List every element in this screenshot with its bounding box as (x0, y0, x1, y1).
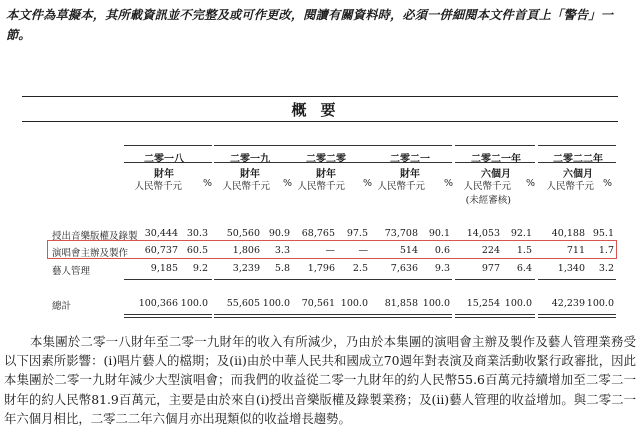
col-header-year: 二零二二年 (553, 154, 603, 165)
table-cell-amount: 9,185 (150, 263, 178, 274)
table-cell-pct: 97.5 (346, 228, 368, 239)
table-cell-amount: 81,858 (384, 298, 418, 309)
col-underline (372, 145, 452, 146)
table-cell-pct: — (358, 245, 368, 256)
col-header-period: 六個月 (481, 169, 511, 180)
col-header-unit: 人民幣千元 (297, 181, 345, 192)
table-cell-amount: 514 (399, 245, 418, 256)
col-header-unit: 人民幣千元 (377, 181, 425, 192)
col-underline (124, 145, 212, 146)
table-cell-amount: 60,737 (144, 245, 178, 256)
title-rule-top (22, 96, 618, 97)
row-label: 演唱會主辦及製作 (52, 248, 129, 259)
col-header-year: 二零一八 (144, 154, 184, 165)
table-cell-pct: 60.5 (186, 245, 208, 256)
col-header-year: 二零二零 (306, 154, 346, 165)
col-header-year: 二零一九 (230, 154, 270, 165)
table-cell-pct: 100.0 (504, 298, 532, 309)
table-cell-amount: 100,366 (138, 298, 178, 309)
col-underline (538, 162, 616, 163)
table-cell-pct: 100.0 (262, 298, 290, 309)
table-cell-amount: 68,765 (301, 228, 335, 239)
total-line (455, 317, 535, 318)
table-cell-amount: 7,636 (390, 263, 418, 274)
table-cell-pct: 9.2 (192, 263, 208, 274)
col-header-pct: % (603, 178, 613, 189)
col-header-pct: % (203, 178, 213, 189)
table-cell-pct: 0.6 (434, 245, 450, 256)
total-line (372, 314, 452, 315)
table-cell-amount: 1,340 (557, 263, 585, 274)
table-cell-pct: 9.3 (434, 263, 450, 274)
table-cell-amount: 42,239 (551, 298, 585, 309)
col-header-pct: % (283, 178, 293, 189)
table-cell-amount: 30,444 (144, 228, 178, 239)
total-line (372, 317, 452, 318)
col-header-period: 財年 (154, 169, 174, 180)
table-cell-pct: 95.1 (592, 228, 614, 239)
total-line (538, 314, 616, 315)
col-header-unit: 人民幣千元 (463, 181, 511, 192)
title-rule-bottom (22, 121, 618, 122)
table-cell-pct: 3.2 (598, 263, 614, 274)
col-underline (214, 162, 292, 163)
table-cell-pct: 100.0 (422, 298, 450, 309)
table-cell-amount: 3,239 (232, 263, 260, 274)
table-cell-amount: 1,796 (307, 263, 335, 274)
col-underline (124, 162, 212, 163)
table-cell-amount: 977 (481, 263, 500, 274)
table-cell-pct: 1.5 (516, 245, 532, 256)
col-header-year: 二零二一 (390, 154, 430, 165)
total-line (290, 317, 372, 318)
col-header-pct: % (363, 178, 373, 189)
col-header-unit: 人民幣千元 (134, 181, 182, 192)
col-underline (290, 162, 372, 163)
table-cell-amount: 70,561 (301, 298, 335, 309)
table-cell-amount: 14,053 (466, 228, 500, 239)
col-header-period: 財年 (316, 169, 336, 180)
col-underline (455, 145, 535, 146)
col-header-period: 六個月 (563, 169, 593, 180)
subtotal-line (214, 279, 292, 280)
col-underline (290, 145, 372, 146)
table-cell-amount: 224 (481, 245, 500, 256)
subtotal-line (455, 279, 535, 280)
table-cell-pct: 100.0 (180, 298, 208, 309)
col-header-note: (未經審核) (465, 195, 511, 206)
table-cell-pct: 92.1 (510, 228, 532, 239)
col-header-pct: % (526, 178, 536, 189)
col-header-pct: % (444, 178, 454, 189)
table-cell-pct: 6.4 (516, 263, 532, 274)
table-cell-pct: 100.0 (340, 298, 368, 309)
subtotal-line (290, 279, 372, 280)
section-title: 概要 (291, 101, 350, 119)
table-cell-pct: 100.0 (586, 298, 614, 309)
col-underline (538, 145, 616, 146)
table-cell-amount: 50,560 (226, 228, 260, 239)
subtotal-line (124, 279, 212, 280)
table-cell-pct: 3.3 (274, 245, 290, 256)
total-line (214, 317, 292, 318)
table-cell-pct: 30.3 (186, 228, 208, 239)
table-cell-amount: 73,708 (384, 228, 418, 239)
table-cell-amount: — (325, 245, 335, 256)
total-line (124, 317, 212, 318)
col-underline (455, 162, 535, 163)
subtotal-line (372, 279, 452, 280)
table-cell-amount: 1,806 (232, 245, 260, 256)
col-underline (214, 145, 292, 146)
table-cell-amount: 15,254 (466, 298, 500, 309)
total-line (214, 314, 292, 315)
row-label: 總計 (52, 301, 72, 312)
table-cell-pct: 90.1 (428, 228, 450, 239)
table-cell-amount: 55,605 (226, 298, 260, 309)
col-header-unit: 人民幣千元 (546, 181, 594, 192)
table-cell-pct: 5.8 (274, 263, 290, 274)
row-label: 授出音樂版權及錄製 (52, 231, 138, 242)
total-line (290, 314, 372, 315)
table-cell-pct: 2.5 (352, 263, 368, 274)
total-line (455, 314, 535, 315)
row-label: 藝人管理 (52, 266, 91, 277)
total-line (124, 314, 212, 315)
table-cell-amount: 40,188 (551, 228, 585, 239)
col-header-period: 財年 (240, 169, 260, 180)
summary-paragraph: 本集團於二零一八財年至二零一九財年的收入有所減少，乃由於本集團的演唱會主辦及製作及藝人管理業務受以下因素所影響：(i)唱片藝人的檔期；及(ii)由於中華人民共和國成立70週年對表演及商業活動收緊行政審批，因此本集團於二零一九財年減少大型演唱會；而我們的收益從二零一九財年的約人民幣55.6百萬元持續增加至二零二一財年的約人民幣81.9百萬元，主要是由於來自(i)授出音樂版權及錄製業務；及(ii)藝人管理的收益增加。與二零二一年六個月相比，二零二二年六個月亦出現類似的收益增長趨勢。 (4, 334, 636, 426)
table-cell-amount: 711 (566, 245, 585, 256)
total-line (538, 317, 616, 318)
subtotal-line (538, 279, 616, 280)
col-underline (372, 162, 452, 163)
draft-disclaimer: 本文件為草擬本，其所載資訊並不完整及或可作更改，閱讀有關資料時，必須一併細閱本文件首頁上「警告」一節。 (6, 8, 613, 42)
table-cell-pct: 1.7 (598, 245, 614, 256)
col-header-period: 財年 (400, 169, 420, 180)
col-header-unit: 人民幣千元 (222, 181, 270, 192)
col-header-year: 二零二一年 (471, 154, 521, 165)
table-cell-pct: 90.9 (268, 228, 290, 239)
